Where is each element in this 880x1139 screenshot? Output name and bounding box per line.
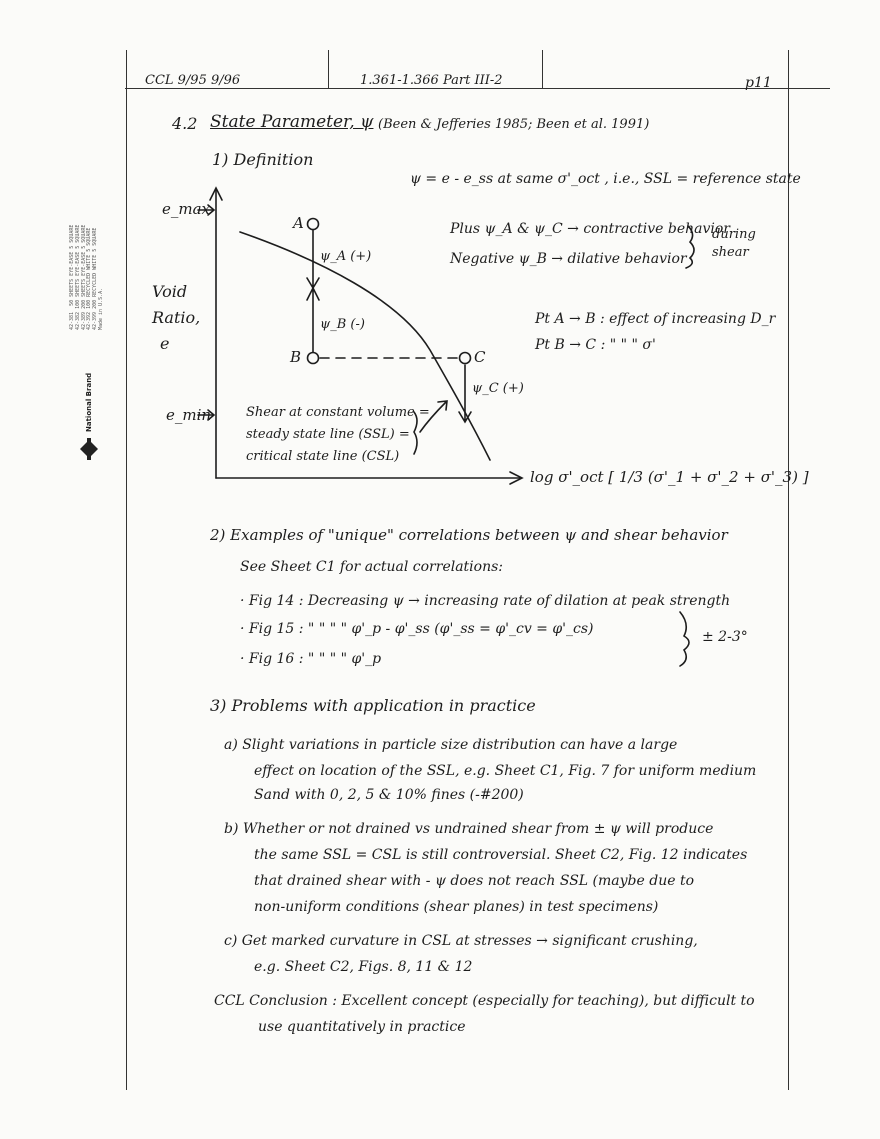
- ssl-label-1: Shear at constant volume =: [246, 405, 430, 420]
- problem-c-line-1: c) Get marked curvature in CSL at stresses → significant crushing,: [224, 933, 698, 949]
- section-title: State Parameter, ψ: [210, 112, 374, 132]
- y-axis-label-2: Ratio,: [152, 308, 201, 327]
- psi-b-label: ψ_B (-): [320, 317, 365, 332]
- ssl-label-3: critical state line (CSL): [246, 449, 400, 464]
- problem-b-line-2: the same SSL = CSL is still controversial. Sheet C2, Fig. 12 indicates: [254, 847, 748, 863]
- pt-a-to-b-note: Pt A → B : effect of increasing D_r: [535, 311, 776, 327]
- section-number: 4.2: [172, 114, 198, 133]
- y-axis-label-1: Void: [152, 282, 188, 301]
- x-axis-label: log σ'_oct [ 1/3 (σ'_1 + σ'_2 + σ'_3) ]: [530, 468, 809, 486]
- psi-a-label: ψ_A (+): [320, 249, 372, 264]
- tolerance-brace: [680, 612, 689, 666]
- problem-b-line-4: non-uniform conditions (shear planes) in test specimens): [254, 899, 659, 915]
- definition-heading: 1) Definition: [212, 150, 314, 169]
- fig15-item: · Fig 15 : " " " " φ'_p - φ'_ss (φ'_ss = φ'_cv = φ'_cs): [240, 621, 594, 637]
- tolerance-note: ± 2-3°: [702, 629, 748, 645]
- point-a: [308, 219, 319, 230]
- problem-a-line-1: a) Slight variations in particle size distribution can have a large: [224, 737, 678, 753]
- psi-c-label: ψ_C (+): [472, 381, 524, 396]
- negative-psi-note: Negative ψ_B → dilative behavior: [450, 251, 687, 267]
- psi-b-line: [307, 288, 319, 352]
- problem-a-line-2: effect on location of the SSL, e.g. Sheet C1, Fig. 7 for uniform medium: [254, 763, 757, 779]
- conclusion-line-2: use quantitatively in practice: [258, 1019, 466, 1035]
- y-axis-label-3: e: [160, 334, 170, 353]
- ssl-curve: [240, 232, 490, 460]
- page-number: p11: [745, 75, 772, 91]
- shear-note: shear: [712, 245, 749, 260]
- point-b-label: B: [290, 348, 302, 366]
- problem-a-line-3: Sand with 0, 2, 5 & 10% fines (-#200): [254, 787, 524, 803]
- problem-b-line-1: b) Whether or not drained vs undrained shear from ± ψ will produce: [224, 821, 714, 837]
- during-note: during: [712, 227, 756, 242]
- point-b: [308, 353, 319, 364]
- problem-c-line-2: e.g. Sheet C2, Figs. 8, 11 & 12: [254, 959, 473, 975]
- pt-b-to-c-note: Pt B → C : " " " σ': [535, 337, 656, 353]
- header-course: 1.361-1.366 Part III-2: [360, 73, 503, 88]
- problems-heading: 3) Problems with application in practice: [210, 696, 536, 715]
- psi-formula: ψ = e - e_ss at same σ'_oct , i.e., SSL = reference state: [410, 171, 801, 187]
- fig16-item: · Fig 16 : " " " " φ'_p: [240, 651, 382, 667]
- pad-stock-text: 42-381 50 SHEETS EYE-EASE 5 SQUARE 42-382 100 SHEETS EYE-EASE 5 SQUARE 42-389 200 SHEETS EYE-EASE 5 SQUARE 42-392 100 RECYCLED WHITE 5 SQUARE 42-399 200 RECYCLED WHITE 5 SQUARE Made in U.S.A.: [69, 224, 104, 330]
- during-shear-brace: [686, 226, 694, 268]
- fig14-item: · Fig 14 : Decreasing ψ → increasing rate of dilation at peak strength: [240, 593, 731, 609]
- psi-c-line: [459, 365, 471, 422]
- emin-label: e_min: [166, 406, 212, 424]
- section-references: (Been & Jefferies 1985; Been et al. 1991): [378, 117, 650, 132]
- examples-heading: 2) Examples of "unique" correlations between ψ and shear behavior: [210, 526, 728, 544]
- header-date: CCL 9/95 9/96: [145, 73, 241, 88]
- ssl-label-2: steady state line (SSL) =: [246, 427, 410, 442]
- point-a-label: A: [293, 214, 304, 232]
- positive-psi-note: Plus ψ_A & ψ_C → contractive behavior: [450, 221, 730, 237]
- examples-see-sheet: See Sheet C1 for actual correlations:: [240, 559, 504, 575]
- conclusion-line-1: CCL Conclusion : Excellent concept (especially for teaching), but difficult to: [214, 993, 755, 1009]
- problem-b-line-3: that drained shear with - ψ does not reach SSL (maybe due to: [254, 873, 695, 889]
- point-c-label: C: [474, 348, 486, 366]
- brand-name: National Brand: [85, 372, 93, 432]
- emax-label: e_max: [162, 200, 211, 218]
- point-c: [460, 353, 471, 364]
